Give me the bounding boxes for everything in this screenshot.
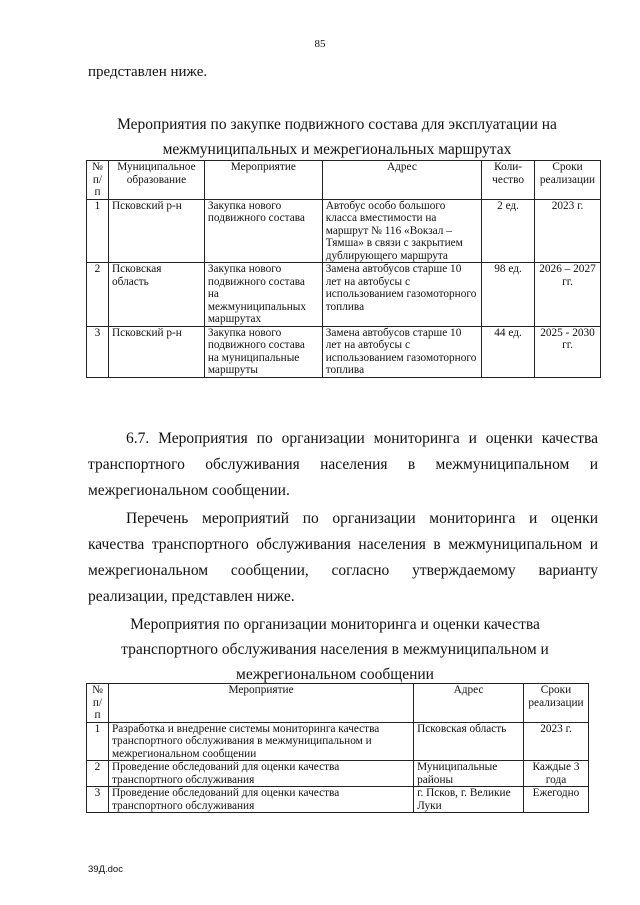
header-address: Адрес xyxy=(414,684,524,723)
cell-measure: Закупка нового подвижного состава на муниципальные маршруты xyxy=(204,326,322,377)
cell-measure: Разработка и внедрение системы мониторинга качества транспортного обслуживания в межмуниципальном и межрегиональном сообщении xyxy=(108,722,413,761)
table2-title-line3: межрегиональном сообщении xyxy=(236,666,434,683)
header-term: Сроки реализации xyxy=(523,684,588,723)
header-num: № п/п xyxy=(87,161,109,200)
cell-measure: Проведение обследований для оценки качества транспортного обслуживания xyxy=(108,761,413,787)
cell-address: Муниципальные районы xyxy=(414,761,524,787)
cell-num: 1 xyxy=(87,199,109,263)
table1-title xyxy=(90,112,584,162)
intro-text: представлен ниже. xyxy=(88,64,208,80)
table-row xyxy=(87,263,601,327)
cell-num: 2 xyxy=(87,761,109,787)
page-number: 85 xyxy=(314,38,326,50)
header-term: Сроки реализации xyxy=(535,161,601,200)
cell-num: 3 xyxy=(87,326,109,377)
cell-quantity: 98 ед. xyxy=(482,263,535,327)
header-measure: Мероприятие xyxy=(204,161,322,200)
cell-quantity: 2 ед. xyxy=(482,199,535,263)
table-row xyxy=(87,722,589,761)
footer-filename: 39Д.doc xyxy=(88,864,123,875)
header-measure: Мероприятие xyxy=(108,684,413,723)
table2-title xyxy=(90,612,580,687)
rolling-stock-table xyxy=(86,160,601,378)
cell-address: Замена автобусов старше 10 лет на автобусы с использованием газомоторного топлива xyxy=(322,263,481,327)
cell-quantity: 44 ед. xyxy=(482,326,535,377)
table1-title-line1: Мероприятия по закупке подвижного состава для эксплуатации на xyxy=(117,116,557,133)
header-address: Адрес xyxy=(322,161,481,200)
cell-address: Замена автобусов старше 10 лет на автобусы с использованием газомоторного топлива xyxy=(322,326,481,377)
table-row xyxy=(87,199,601,263)
cell-term: Ежегодно xyxy=(523,787,588,813)
cell-municipality: Псковская область xyxy=(108,263,204,327)
table2-title-line1: Мероприятия по организации мониторинга и оценки качества xyxy=(130,616,540,633)
body-paragraph xyxy=(88,506,598,610)
cell-num: 3 xyxy=(87,787,109,813)
cell-measure: Закупка нового подвижного состава xyxy=(204,199,322,263)
header-quantity: Коли-чество xyxy=(482,161,535,200)
section-heading-paragraph xyxy=(88,426,598,504)
monitoring-table xyxy=(86,683,589,813)
cell-term: 2025 - 2030 гг. xyxy=(535,326,601,377)
cell-num: 2 xyxy=(87,263,109,327)
section-text: 6.7. Мероприятия по организации мониторинга и оценки качества транспортного обслуживания населения в межмуниципальном и межрегиональном сообщении. xyxy=(88,430,598,499)
cell-address: г. Псков, г. Великие Луки xyxy=(414,787,524,813)
table-header-row xyxy=(87,161,601,200)
table-row xyxy=(87,326,601,377)
table-header-row xyxy=(87,684,589,723)
cell-term: 2023 г. xyxy=(535,199,601,263)
cell-address: Псковская область xyxy=(414,722,524,761)
table2-title-line2: транспортного обслуживания населения в межмуниципальном и xyxy=(121,641,549,658)
cell-num: 1 xyxy=(87,722,109,761)
cell-term: 2026 – 2027 гг. xyxy=(535,263,601,327)
table1-title-line2: межмуниципальных и межрегиональных маршрутах xyxy=(162,141,512,158)
header-municipality: Муниципальное образование xyxy=(108,161,204,200)
table-row xyxy=(87,787,589,813)
cell-address: Автобус особо большого класса вместимости на маршрут № 116 «Вокзал – Тямша» в связи с закрытием дублирующего маршрута xyxy=(322,199,481,263)
header-num: № п/п xyxy=(87,684,109,723)
cell-measure: Закупка нового подвижного состава на межмуниципальных маршрутах xyxy=(204,263,322,327)
cell-term: 2023 г. xyxy=(523,722,588,761)
cell-measure: Проведение обследований для оценки качества транспортного обслуживания xyxy=(108,787,413,813)
cell-municipality: Псковский р-н xyxy=(108,199,204,263)
cell-municipality: Псковский р-н xyxy=(108,326,204,377)
table-row xyxy=(87,761,589,787)
cell-term: Каждые 3 года xyxy=(523,761,588,787)
paragraph-text: Перечень мероприятий по организации мониторинга и оценки качества транспортного обслуживания населения в межмуниципальном и межрегиональном сообщении, согласно утверждаемому варианту реализации, представлен ниже. xyxy=(88,510,598,605)
